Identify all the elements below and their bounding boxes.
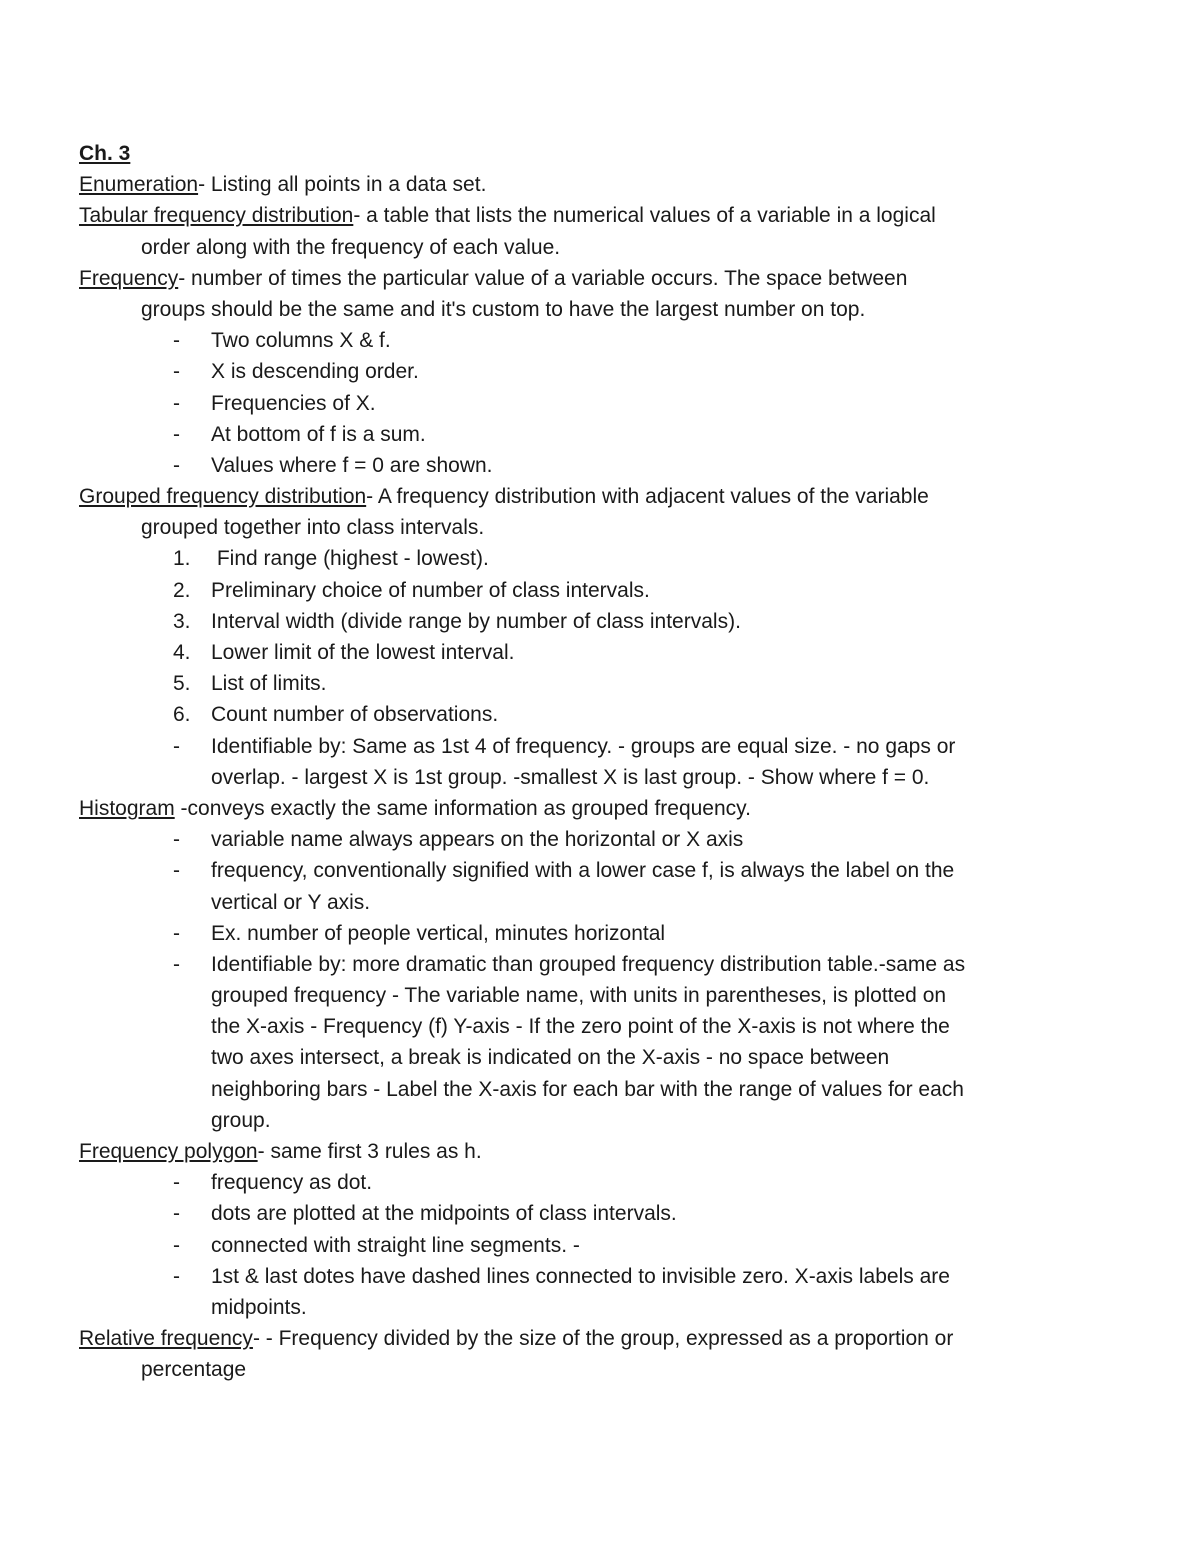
- list-item-continuation: grouped frequency - The variable name, with units in parentheses, is plotted on: [211, 984, 947, 1008]
- list-item: [79, 450, 1079, 481]
- dash-marker: -: [173, 422, 180, 446]
- number-marker: 6.: [173, 703, 191, 727]
- relative-entry: [79, 1323, 1079, 1354]
- relative-definition: - - Frequency divided by the size of the group, expressed as a proportion or: [252, 1327, 954, 1351]
- dash-marker: -: [173, 921, 180, 945]
- number-marker: 2.: [173, 578, 191, 602]
- list-item-continuation: neighboring bars - Label the X-axis for each bar with the range of values for each: [211, 1077, 964, 1101]
- list-item: [79, 606, 1079, 637]
- dash-marker: -: [173, 734, 180, 758]
- histogram-entry: [79, 793, 1079, 824]
- page-title: Ch. 3: [79, 142, 131, 165]
- number-marker: 4.: [173, 641, 191, 664]
- enumeration-entry: [79, 169, 1079, 200]
- document-page: [79, 138, 1079, 1386]
- list-item-text: connected with straight line segments. -: [211, 1233, 580, 1257]
- list-item: [79, 419, 1079, 450]
- list-item-text: Count number of observations.: [211, 703, 499, 727]
- dash-marker: -: [173, 329, 180, 353]
- list-item-continuation: vertical or Y axis.: [211, 890, 371, 914]
- polygon-term: Frequency polygon: [79, 1140, 258, 1163]
- grouped-continuation: grouped together into class intervals.: [141, 516, 485, 540]
- dash-marker: -: [173, 828, 180, 852]
- dash-marker: -: [173, 1264, 180, 1288]
- list-item-text: Find range (highest - lowest).: [211, 547, 489, 571]
- list-item-continuation: midpoints.: [211, 1295, 307, 1319]
- list-item-text: At bottom of f is a sum.: [211, 422, 426, 446]
- list-item: [79, 855, 1079, 886]
- relative-term: Relative frequency: [79, 1327, 253, 1351]
- list-item-text: variable name always appears on the horizontal or X axis: [211, 828, 744, 852]
- tabular-definition: - a table that lists the numerical values of a variable in a logical: [353, 204, 936, 228]
- list-item: [79, 1198, 1079, 1229]
- frequency-term: Frequency: [79, 266, 179, 290]
- list-item-text: Identifiable by: more dramatic than grouped frequency distribution table.-same as: [211, 952, 966, 976]
- dash-marker: -: [173, 1233, 180, 1257]
- tabular-entry: [79, 200, 1079, 231]
- dash-marker: -: [173, 1171, 180, 1195]
- frequency-continuation: groups should be the same and it's custom to have the largest number on top.: [141, 297, 866, 321]
- list-item-continuation: the X-axis - Frequency (f) Y-axis - If the zero point of the X-axis is not where the: [211, 1015, 950, 1039]
- dash-marker: -: [173, 952, 180, 976]
- polygon-definition: - same first 3 rules as h.: [257, 1140, 482, 1163]
- list-item-text: frequency, conventionally signified with a lower case f, is always the label on the: [211, 859, 955, 883]
- list-item: [79, 918, 1079, 949]
- list-item-text: Ex. number of people vertical, minutes horizontal: [211, 921, 666, 945]
- tabular-continuation: order along with the frequency of each value.: [141, 235, 561, 259]
- relative-continuation: percentage: [141, 1358, 247, 1382]
- list-item: [79, 668, 1079, 699]
- list-item: [79, 949, 1079, 980]
- list-item-text: Identifiable by: Same as 1st 4 of frequency. - groups are equal size. - no gaps or: [211, 734, 956, 758]
- number-marker: 5.: [173, 672, 191, 696]
- list-item-text: dots are plotted at the midpoints of class intervals.: [211, 1202, 677, 1226]
- dash-marker: -: [173, 859, 180, 883]
- list-item-text: Frequencies of X.: [211, 391, 376, 415]
- list-item: [79, 699, 1079, 730]
- dash-marker: -: [173, 453, 180, 477]
- list-item-text: 1st & last dotes have dashed lines connected to invisible zero. X-axis labels are: [211, 1264, 950, 1288]
- list-item-continuation: two axes intersect, a break is indicated on the X-axis - no space between: [211, 1046, 890, 1070]
- number-marker: 3.: [173, 609, 191, 633]
- list-item: [79, 356, 1079, 387]
- list-item-continuation: group.: [211, 1108, 271, 1132]
- enumeration-definition: - Listing all points in a data set.: [198, 173, 487, 197]
- list-item-text: Lower limit of the lowest interval.: [211, 641, 515, 664]
- histogram-definition: -conveys exactly the same information as grouped frequency.: [174, 796, 751, 820]
- grouped-definition: - A frequency distribution with adjacent values of the variable: [366, 485, 929, 509]
- list-item: [79, 325, 1079, 356]
- dash-marker: -: [173, 360, 180, 384]
- list-item-text: X is descending order.: [211, 360, 419, 384]
- list-item-text: Values where f = 0 are shown.: [211, 453, 493, 477]
- list-item: [79, 543, 1079, 574]
- dash-marker: -: [173, 1202, 180, 1226]
- list-item: [79, 1261, 1079, 1292]
- list-item: [79, 388, 1079, 419]
- list-item: [79, 824, 1079, 855]
- list-item-text: Preliminary choice of number of class intervals.: [211, 578, 650, 602]
- list-item-text: frequency as dot.: [211, 1171, 373, 1195]
- polygon-entry: [79, 1136, 1079, 1167]
- list-item: [79, 1167, 1079, 1198]
- list-item: [79, 1230, 1079, 1261]
- list-item-text: List of limits.: [211, 672, 327, 696]
- list-item: [79, 575, 1079, 606]
- dash-marker: -: [173, 391, 180, 415]
- number-marker: 1.: [173, 547, 191, 571]
- list-item-continuation: overlap. - largest X is 1st group. -smallest X is last group. - Show where f = 0.: [211, 765, 930, 789]
- list-item-text: Two columns X & f.: [211, 329, 391, 353]
- list-item: [79, 637, 1079, 668]
- frequency-entry: [79, 263, 1079, 294]
- tabular-term: Tabular frequency distribution: [79, 204, 354, 228]
- grouped-entry: [79, 481, 1079, 512]
- frequency-definition: - number of times the particular value of a variable occurs. The space between: [178, 266, 908, 290]
- enumeration-term: Enumeration: [79, 173, 199, 197]
- list-item-text: Interval width (divide range by number of class intervals).: [211, 609, 741, 633]
- histogram-term: Histogram: [79, 796, 175, 820]
- grouped-term: Grouped frequency distribution: [79, 485, 367, 509]
- list-item: [79, 731, 1079, 762]
